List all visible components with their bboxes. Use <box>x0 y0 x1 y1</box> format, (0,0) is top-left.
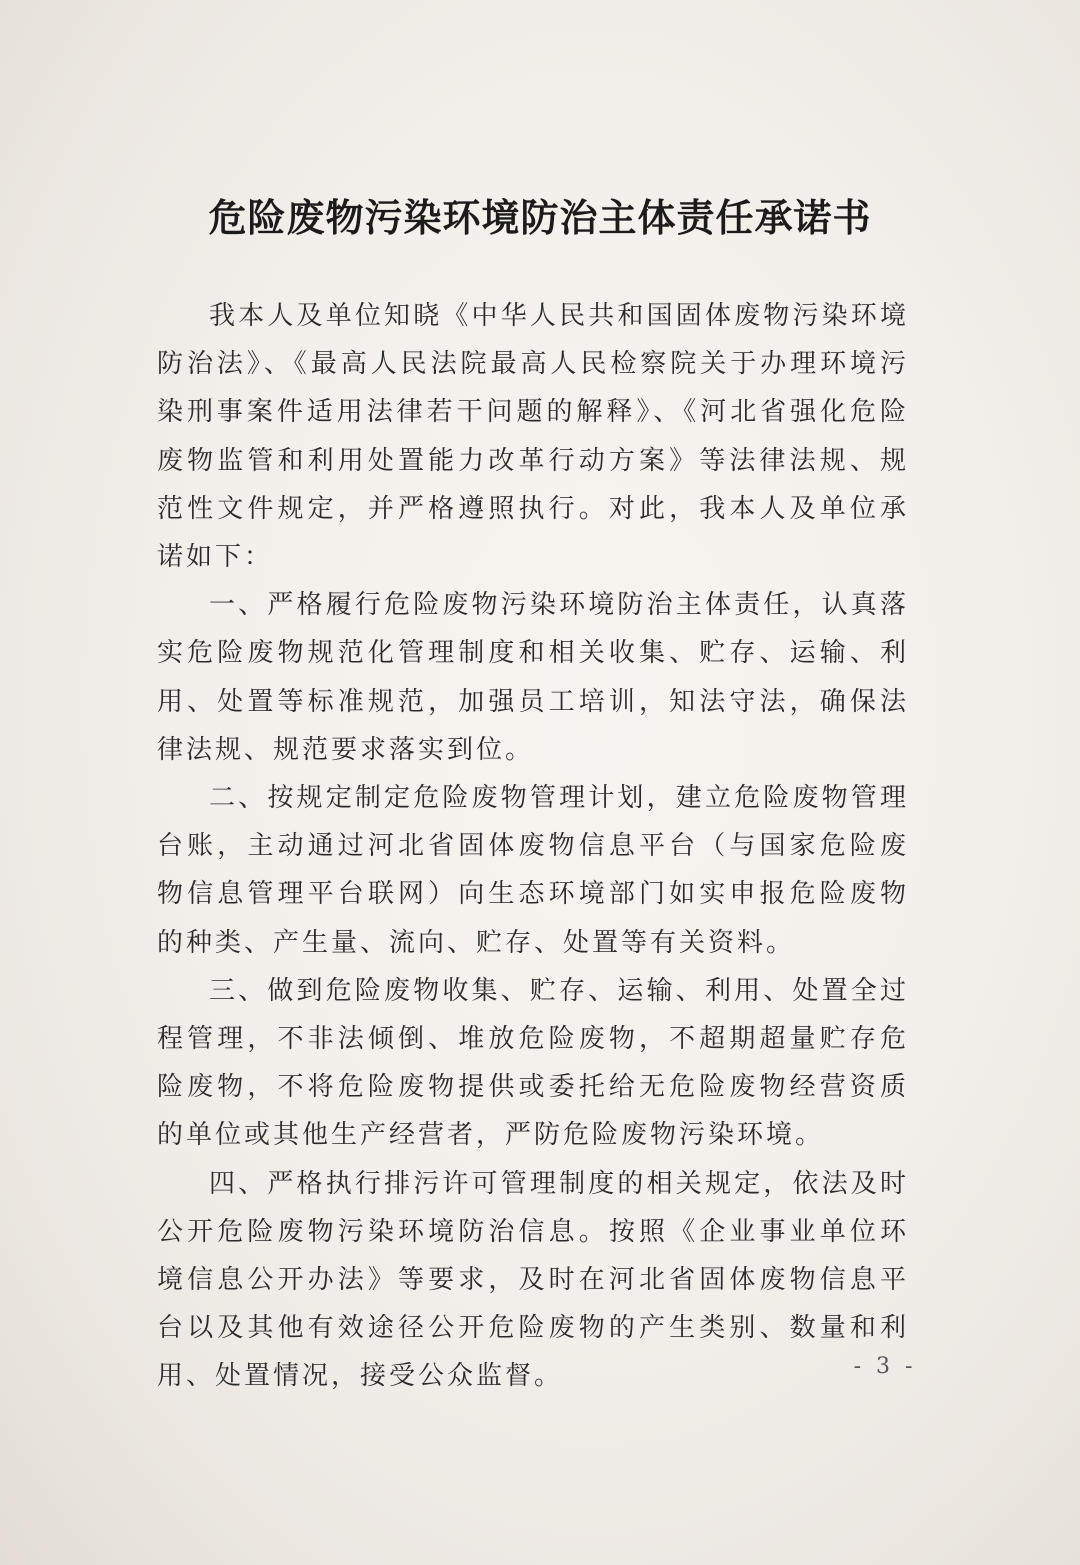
commitment-paragraph-1: 一、严格履行危险废物污染环境防治主体责任，认真落实危险废物规范化管理制度和相关收集、贮存、运输、利用、处置等标准规范，加强员工培训，知法守法，确保法律法规、规范要求落实到位。 <box>157 590 909 765</box>
page-title: 危险废物污染环境防治主体责任承诺书 <box>208 195 872 240</box>
intro-paragraph: 我本人及单位知晓《中华人民共和国固体废物污染环境防治法》、《最高人民法院最高人民检察院关于办理环境污染刑事案件适用法律若干问题的解释》、《河北省强化危险废物监管和利用处置能力改革行动方案》等法律法规、规范性文件规定，并严格遵照执行。对此，我本人及单位承诺如下： <box>157 301 909 573</box>
commitment-paragraph-4: 四、严格执行排污许可管理制度的相关规定，依法及时公开危险废物污染环境防治信息。按照《企业事业单位环境信息公开办法》等要求，及时在河北省固体废物信息平台以及其他有效途径公开危险废物的产生类别、数量和利用、处置情况，接受公众监督。 <box>157 1168 909 1392</box>
page-number: - 3 - <box>853 1354 917 1379</box>
commitment-paragraph-3: 三、做到危险废物收集、贮存、运输、利用、处置全过程管理，不非法倾倒、堆放危险废物，不超期超量贮存危险废物，不将危险废物提供或委托给无危险废物经营资质的单位或其他生产经营者，严防危险废物污染环境。 <box>157 975 909 1151</box>
document-body <box>157 292 909 1401</box>
commitment-paragraph-2: 二、按规定制定危险废物管理计划，建立危险废物管理台账，主动通过河北省固体废物信息平台（与国家危险废物信息管理平台联网）向生态环境部门如实申报危险废物的种类、产生量、流向、贮存、处置等有关资料。 <box>157 783 909 958</box>
